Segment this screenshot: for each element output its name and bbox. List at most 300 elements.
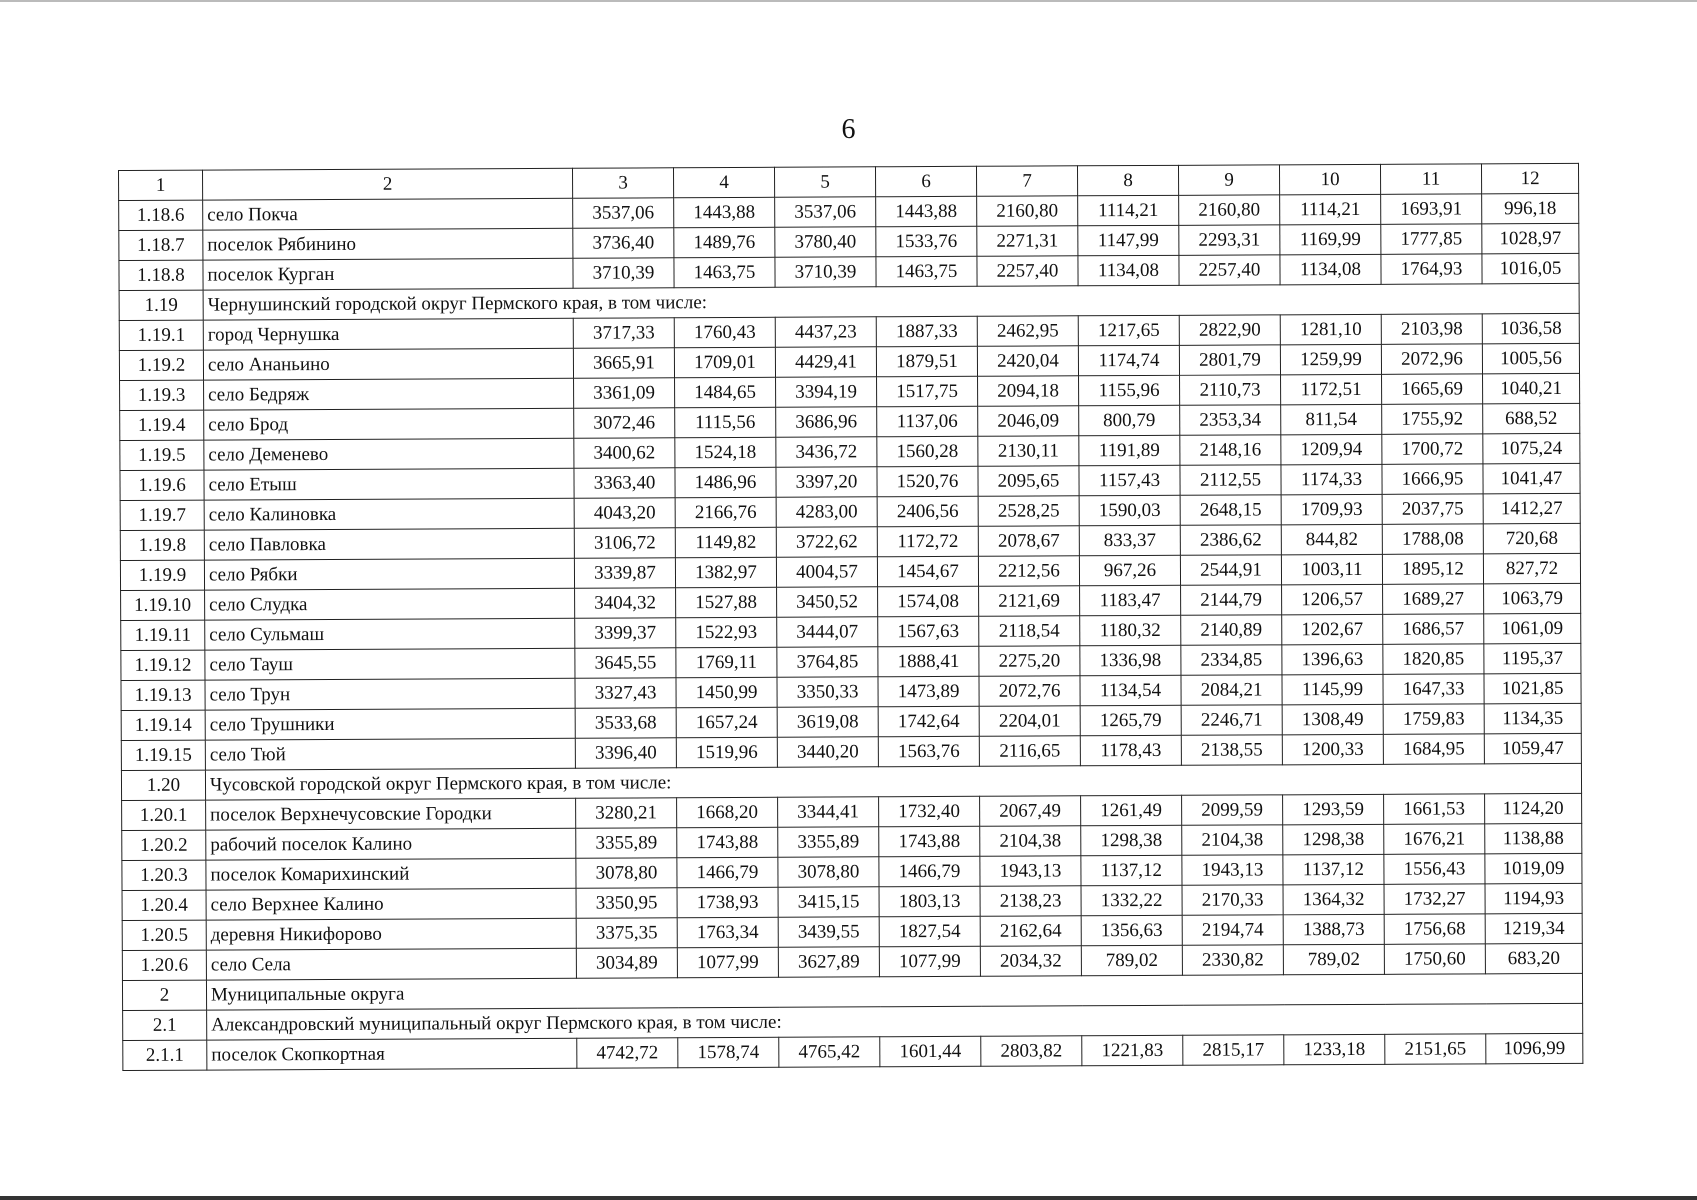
- value-cell: 4043,20: [574, 498, 675, 528]
- value-cell: 2420,04: [977, 346, 1078, 376]
- value-cell: 2104,38: [1182, 825, 1283, 855]
- settlement-name: село Села: [206, 948, 576, 980]
- row-code: 1.20.5: [122, 920, 206, 950]
- value-cell: 1149,82: [675, 527, 776, 557]
- column-header: 7: [976, 166, 1077, 196]
- value-cell: 1443,88: [674, 197, 775, 227]
- settlement-name: поселок Курган: [203, 258, 573, 290]
- value-cell: 1755,92: [1382, 404, 1483, 434]
- value-cell: 1450,99: [676, 677, 777, 707]
- value-cell: 2803,82: [981, 1036, 1082, 1066]
- settlement-name: село Покча: [203, 198, 573, 230]
- value-cell: 1195,37: [1484, 643, 1581, 673]
- row-code: 1.19.2: [119, 350, 203, 380]
- value-cell: 1463,75: [674, 257, 775, 287]
- settlement-name: село Тауш: [205, 648, 575, 680]
- value-cell: 1943,13: [1182, 855, 1283, 885]
- value-cell: 1036,58: [1482, 313, 1579, 343]
- value-cell: 1519,96: [676, 737, 777, 767]
- settlement-name: село Етыш: [204, 468, 574, 500]
- value-cell: 1075,24: [1483, 433, 1580, 463]
- value-cell: 3072,46: [574, 408, 675, 438]
- settlement-name: рабочий поселок Калино: [206, 828, 576, 860]
- value-cell: 3355,89: [778, 827, 879, 857]
- settlement-name: поселок Верхнечусовские Городки: [206, 798, 576, 830]
- value-cell: 1489,76: [674, 227, 775, 257]
- row-code: 1.20.6: [122, 950, 206, 980]
- value-cell: 3450,52: [777, 587, 878, 617]
- value-cell: 1517,75: [877, 376, 978, 406]
- value-cell: 3665,91: [573, 348, 674, 378]
- value-cell: 996,18: [1482, 193, 1579, 223]
- value-cell: 1388,73: [1283, 914, 1384, 944]
- value-cell: 833,37: [1079, 525, 1180, 555]
- value-cell: 3078,80: [778, 857, 879, 887]
- table-row: [123, 1033, 1583, 1070]
- value-cell: 1356,63: [1081, 915, 1182, 945]
- value-cell: 4283,00: [776, 497, 877, 527]
- value-cell: 1661,53: [1384, 794, 1485, 824]
- value-cell: 2386,62: [1180, 525, 1281, 555]
- value-cell: 2194,74: [1182, 915, 1283, 945]
- row-code: 1.20.2: [122, 830, 206, 860]
- value-cell: 1096,99: [1486, 1033, 1583, 1063]
- value-cell: 3710,39: [573, 258, 674, 288]
- value-cell: 3537,06: [573, 198, 674, 228]
- value-cell: 3780,40: [775, 227, 876, 257]
- value-cell: 1217,65: [1078, 315, 1179, 345]
- value-cell: 3439,55: [778, 917, 879, 947]
- value-cell: 2103,98: [1381, 314, 1482, 344]
- value-cell: 2034,32: [980, 946, 1081, 976]
- value-cell: 1396,63: [1282, 644, 1383, 674]
- value-cell: 1563,76: [878, 736, 979, 766]
- value-cell: 1738,93: [677, 887, 778, 917]
- value-cell: 2094,18: [978, 376, 1079, 406]
- value-cell: 2822,90: [1179, 315, 1280, 345]
- value-cell: 2648,15: [1180, 495, 1281, 525]
- section-title: Чернушинский городской округ Пермского края, в том числе:: [203, 283, 1579, 320]
- value-cell: 2406,56: [877, 496, 978, 526]
- value-cell: 1689,27: [1383, 584, 1484, 614]
- settlement-name: поселок Рябинино: [203, 228, 573, 260]
- settlement-name: село Слудка: [205, 588, 575, 620]
- value-cell: 2104,38: [980, 826, 1081, 856]
- value-cell: 1943,13: [980, 856, 1081, 886]
- value-cell: 1686,57: [1383, 614, 1484, 644]
- value-cell: 1665,69: [1382, 374, 1483, 404]
- value-cell: 1261,49: [1081, 795, 1182, 825]
- value-cell: 1336,98: [1080, 645, 1181, 675]
- column-header: 4: [673, 167, 774, 197]
- value-cell: 1041,47: [1483, 463, 1580, 493]
- value-cell: 1021,85: [1484, 673, 1581, 703]
- value-cell: 2072,76: [979, 676, 1080, 706]
- value-cell: 1183,47: [1080, 585, 1181, 615]
- value-cell: 2037,75: [1382, 494, 1483, 524]
- value-cell: 3686,96: [776, 407, 877, 437]
- value-cell: 2212,56: [978, 556, 1079, 586]
- value-cell: 1463,75: [876, 256, 977, 286]
- value-cell: 1281,10: [1280, 314, 1381, 344]
- value-cell: 3537,06: [775, 197, 876, 227]
- value-cell: 1040,21: [1483, 373, 1580, 403]
- value-cell: 1147,99: [1078, 225, 1179, 255]
- row-code: 1.19.8: [120, 530, 204, 560]
- value-cell: 2116,65: [979, 736, 1080, 766]
- value-cell: 3436,72: [776, 437, 877, 467]
- value-cell: 2257,40: [1179, 255, 1280, 285]
- value-cell: 1466,79: [879, 856, 980, 886]
- value-cell: 683,20: [1485, 943, 1582, 973]
- value-cell: 1590,03: [1079, 495, 1180, 525]
- value-cell: 1178,43: [1080, 735, 1181, 765]
- value-cell: 1803,13: [879, 886, 980, 916]
- value-cell: 1233,18: [1284, 1034, 1385, 1064]
- value-cell: 2293,31: [1179, 225, 1280, 255]
- value-cell: 2160,80: [977, 196, 1078, 226]
- value-cell: 1221,83: [1082, 1035, 1183, 1065]
- row-code: 1.19.7: [120, 500, 204, 530]
- value-cell: 3394,19: [776, 377, 877, 407]
- value-cell: 2462,95: [977, 316, 1078, 346]
- value-cell: 3078,80: [576, 858, 677, 888]
- value-cell: 1059,47: [1484, 733, 1581, 763]
- value-cell: 1578,74: [678, 1037, 779, 1067]
- value-cell: 1484,65: [675, 377, 776, 407]
- value-cell: 1743,88: [677, 827, 778, 857]
- value-cell: 1174,33: [1281, 464, 1382, 494]
- value-cell: 3339,87: [574, 558, 675, 588]
- value-cell: 3399,37: [575, 618, 676, 648]
- value-cell: 1061,09: [1484, 613, 1581, 643]
- value-cell: 1820,85: [1383, 644, 1484, 674]
- value-cell: 1742,64: [878, 706, 979, 736]
- value-cell: 967,26: [1079, 555, 1180, 585]
- value-cell: 1454,67: [877, 556, 978, 586]
- value-cell: 1028,97: [1482, 223, 1579, 253]
- value-cell: 3404,32: [575, 588, 676, 618]
- settlement-name: село Трун: [205, 678, 575, 710]
- value-cell: 2110,73: [1180, 375, 1281, 405]
- value-cell: 1191,89: [1079, 435, 1180, 465]
- value-cell: 1016,05: [1482, 253, 1579, 283]
- value-cell: 1145,99: [1282, 674, 1383, 704]
- value-cell: 2353,34: [1180, 405, 1281, 435]
- row-code: 1.20.3: [122, 860, 206, 890]
- value-cell: 789,02: [1081, 945, 1182, 975]
- value-cell: 1202,67: [1282, 614, 1383, 644]
- value-cell: 1764,93: [1381, 254, 1482, 284]
- value-cell: 1115,56: [675, 407, 776, 437]
- value-cell: 3034,89: [576, 948, 677, 978]
- value-cell: 3444,07: [777, 617, 878, 647]
- value-cell: 2095,65: [978, 466, 1079, 496]
- value-cell: 2257,40: [977, 256, 1078, 286]
- value-cell: 1700,72: [1382, 434, 1483, 464]
- value-cell: 1760,43: [674, 317, 775, 347]
- settlement-name: село Сульмаш: [205, 618, 575, 650]
- value-cell: 1134,08: [1280, 254, 1381, 284]
- value-cell: 1887,33: [876, 316, 977, 346]
- value-cell: 1693,91: [1381, 194, 1482, 224]
- value-cell: 2121,69: [979, 586, 1080, 616]
- value-cell: 1155,96: [1079, 375, 1180, 405]
- settlement-name: село Ананьино: [203, 348, 573, 380]
- value-cell: 1137,06: [877, 406, 978, 436]
- settlement-name: деревня Никифорово: [206, 918, 576, 950]
- value-cell: 3363,40: [574, 468, 675, 498]
- value-cell: 4004,57: [776, 557, 877, 587]
- value-cell: 2099,59: [1182, 795, 1283, 825]
- value-cell: 2118,54: [979, 616, 1080, 646]
- value-cell: 1676,21: [1384, 824, 1485, 854]
- value-cell: 2801,79: [1179, 345, 1280, 375]
- column-header: 5: [774, 167, 875, 197]
- value-cell: 1259,99: [1280, 344, 1381, 374]
- value-cell: 1003,11: [1281, 554, 1382, 584]
- settlement-name: село Павловка: [204, 528, 574, 560]
- value-cell: 1364,32: [1283, 884, 1384, 914]
- value-cell: 1382,97: [675, 557, 776, 587]
- column-header: 6: [875, 166, 976, 196]
- value-cell: 3396,40: [575, 738, 676, 768]
- value-cell: 1763,34: [677, 917, 778, 947]
- row-code: 1.19.12: [121, 650, 205, 680]
- value-cell: 1298,38: [1081, 825, 1182, 855]
- value-cell: 3355,89: [576, 828, 677, 858]
- row-code: 1.18.7: [119, 230, 203, 260]
- value-cell: 1219,34: [1485, 913, 1582, 943]
- scan-bottom-edge: [0, 1196, 1697, 1200]
- scan-top-edge: [0, 0, 1697, 2]
- value-cell: 1788,08: [1382, 524, 1483, 554]
- row-code: 1.19.1: [119, 320, 203, 350]
- value-cell: 1750,60: [1384, 944, 1485, 974]
- row-code: 1.19.6: [120, 470, 204, 500]
- value-cell: 3350,95: [576, 888, 677, 918]
- column-header: 10: [1279, 164, 1380, 194]
- value-cell: 1114,21: [1280, 194, 1381, 224]
- settlement-name: поселок Комарихинский: [206, 858, 576, 890]
- value-cell: 3764,85: [777, 647, 878, 677]
- value-cell: 720,68: [1483, 523, 1580, 553]
- value-cell: 2078,67: [978, 526, 1079, 556]
- value-cell: 1443,88: [876, 196, 977, 226]
- value-cell: 1114,21: [1078, 195, 1179, 225]
- value-cell: 1180,32: [1080, 615, 1181, 645]
- value-cell: 3627,89: [778, 947, 879, 977]
- value-cell: 1684,95: [1383, 734, 1484, 764]
- settlement-name: село Трушники: [205, 708, 575, 740]
- value-cell: 2166,76: [675, 497, 776, 527]
- value-cell: 3440,20: [777, 737, 878, 767]
- value-cell: 1556,43: [1384, 854, 1485, 884]
- settlement-name: село Калиновка: [204, 498, 574, 530]
- value-cell: 3397,20: [776, 467, 877, 497]
- section-title: Александровский муниципальный округ Пермского края, в том числе:: [207, 1003, 1583, 1040]
- value-cell: 1666,95: [1382, 464, 1483, 494]
- value-cell: 1533,76: [876, 226, 977, 256]
- value-cell: 2528,25: [978, 496, 1079, 526]
- value-cell: 1172,72: [877, 526, 978, 556]
- value-cell: 1138,88: [1485, 823, 1582, 853]
- value-cell: 2160,80: [1179, 195, 1280, 225]
- value-cell: 1743,88: [879, 826, 980, 856]
- value-cell: 1137,12: [1283, 854, 1384, 884]
- value-cell: 1172,51: [1281, 374, 1382, 404]
- value-cell: 1567,63: [878, 616, 979, 646]
- row-code: 1.18.6: [119, 200, 203, 230]
- value-cell: 1895,12: [1382, 554, 1483, 584]
- value-cell: 2130,11: [978, 436, 1079, 466]
- value-cell: 4765,42: [779, 1037, 880, 1067]
- value-cell: 844,82: [1281, 524, 1382, 554]
- row-code: 1.19.4: [120, 410, 204, 440]
- value-cell: 3106,72: [574, 528, 675, 558]
- value-cell: 2140,89: [1181, 615, 1282, 645]
- row-code: 1.19.3: [120, 380, 204, 410]
- value-cell: 3350,33: [777, 677, 878, 707]
- value-cell: 3722,62: [776, 527, 877, 557]
- value-cell: 1209,94: [1281, 434, 1382, 464]
- value-cell: 1879,51: [876, 346, 977, 376]
- value-cell: 3415,15: [778, 887, 879, 917]
- tariff-table-wrapper: [118, 163, 1582, 1071]
- value-cell: 3327,43: [575, 678, 676, 708]
- value-cell: 1473,89: [878, 676, 979, 706]
- value-cell: 1157,43: [1079, 465, 1180, 495]
- value-cell: 1412,27: [1483, 493, 1580, 523]
- value-cell: 688,52: [1483, 403, 1580, 433]
- row-code: 2: [122, 980, 206, 1010]
- value-cell: 2330,82: [1182, 945, 1283, 975]
- column-header: 11: [1380, 164, 1481, 194]
- value-cell: 3400,62: [574, 438, 675, 468]
- value-cell: 3533,68: [575, 708, 676, 738]
- value-cell: 1134,35: [1484, 703, 1581, 733]
- column-header: 9: [1178, 165, 1279, 195]
- value-cell: 1206,57: [1282, 584, 1383, 614]
- row-code: 1.19.9: [120, 560, 204, 590]
- row-code: 1.20: [121, 770, 205, 800]
- value-cell: 2151,65: [1385, 1034, 1486, 1064]
- settlement-name: село Рябки: [204, 558, 574, 590]
- value-cell: 1732,27: [1384, 884, 1485, 914]
- row-code: 1.20.1: [122, 800, 206, 830]
- settlement-name: поселок Скопкортная: [207, 1038, 577, 1070]
- value-cell: 2815,17: [1183, 1035, 1284, 1065]
- value-cell: 1732,40: [879, 796, 980, 826]
- value-cell: 1647,33: [1383, 674, 1484, 704]
- value-cell: 1265,79: [1080, 705, 1181, 735]
- settlement-name: село Тюй: [205, 738, 575, 770]
- value-cell: 1169,99: [1280, 224, 1381, 254]
- value-cell: 1063,79: [1484, 583, 1581, 613]
- value-cell: 2144,79: [1181, 585, 1282, 615]
- settlement-name: село Брод: [204, 408, 574, 440]
- value-cell: 2067,49: [980, 796, 1081, 826]
- value-cell: 3736,40: [573, 228, 674, 258]
- settlement-name: город Чернушка: [203, 318, 573, 350]
- value-cell: 3361,09: [574, 378, 675, 408]
- value-cell: 1293,59: [1283, 794, 1384, 824]
- row-code: 1.18.8: [119, 260, 203, 290]
- value-cell: 3645,55: [575, 648, 676, 678]
- value-cell: 2170,33: [1182, 885, 1283, 915]
- value-cell: 800,79: [1079, 405, 1180, 435]
- row-code: 1.19.5: [120, 440, 204, 470]
- value-cell: 1827,54: [879, 916, 980, 946]
- value-cell: 3375,35: [576, 918, 677, 948]
- row-code: 1.19.15: [121, 740, 205, 770]
- value-cell: 3710,39: [775, 257, 876, 287]
- value-cell: 1486,96: [675, 467, 776, 497]
- value-cell: 1759,83: [1383, 704, 1484, 734]
- value-cell: 2334,85: [1181, 645, 1282, 675]
- value-cell: 1769,11: [676, 647, 777, 677]
- value-cell: 1560,28: [877, 436, 978, 466]
- value-cell: 827,72: [1483, 553, 1580, 583]
- value-cell: 1777,85: [1381, 224, 1482, 254]
- value-cell: 1200,33: [1282, 734, 1383, 764]
- value-cell: 2072,96: [1381, 344, 1482, 374]
- value-cell: 811,54: [1281, 404, 1382, 434]
- value-cell: 3717,33: [573, 318, 674, 348]
- value-cell: 2148,16: [1180, 435, 1281, 465]
- value-cell: 1174,74: [1078, 345, 1179, 375]
- value-cell: 4429,41: [775, 347, 876, 377]
- value-cell: 3280,21: [576, 798, 677, 828]
- column-header: 2: [203, 168, 573, 200]
- value-cell: 4437,23: [775, 317, 876, 347]
- value-cell: 1308,49: [1282, 704, 1383, 734]
- value-cell: 2084,21: [1181, 675, 1282, 705]
- row-code: 2.1: [123, 1010, 207, 1040]
- value-cell: 1134,54: [1080, 675, 1181, 705]
- row-code: 1.19.10: [121, 590, 205, 620]
- value-cell: 1194,93: [1485, 883, 1582, 913]
- value-cell: 1466,79: [677, 857, 778, 887]
- value-cell: 1298,38: [1283, 824, 1384, 854]
- tariff-table: [118, 163, 1583, 1071]
- value-cell: 2246,71: [1181, 705, 1282, 735]
- value-cell: 1077,99: [677, 947, 778, 977]
- column-header: 8: [1077, 165, 1178, 195]
- value-cell: 1527,88: [676, 587, 777, 617]
- value-cell: 1524,18: [675, 437, 776, 467]
- settlement-name: село Бедряж: [204, 378, 574, 410]
- row-code: 1.19.11: [121, 620, 205, 650]
- value-cell: 1019,09: [1485, 853, 1582, 883]
- section-title: Чусовской городской округ Пермского края, в том числе:: [205, 763, 1581, 800]
- value-cell: 2271,31: [977, 226, 1078, 256]
- value-cell: 1522,93: [676, 617, 777, 647]
- value-cell: 2544,91: [1180, 555, 1281, 585]
- value-cell: 1137,12: [1081, 855, 1182, 885]
- row-code: 1.19.13: [121, 680, 205, 710]
- value-cell: 1709,93: [1281, 494, 1382, 524]
- page-number: 6: [841, 114, 856, 145]
- value-cell: 1709,01: [674, 347, 775, 377]
- value-cell: 1520,76: [877, 466, 978, 496]
- value-cell: 789,02: [1283, 944, 1384, 974]
- value-cell: 2138,55: [1181, 735, 1282, 765]
- settlement-name: село Верхнее Калино: [206, 888, 576, 920]
- value-cell: 1077,99: [879, 946, 980, 976]
- value-cell: 1574,08: [878, 586, 979, 616]
- value-cell: 1124,20: [1485, 793, 1582, 823]
